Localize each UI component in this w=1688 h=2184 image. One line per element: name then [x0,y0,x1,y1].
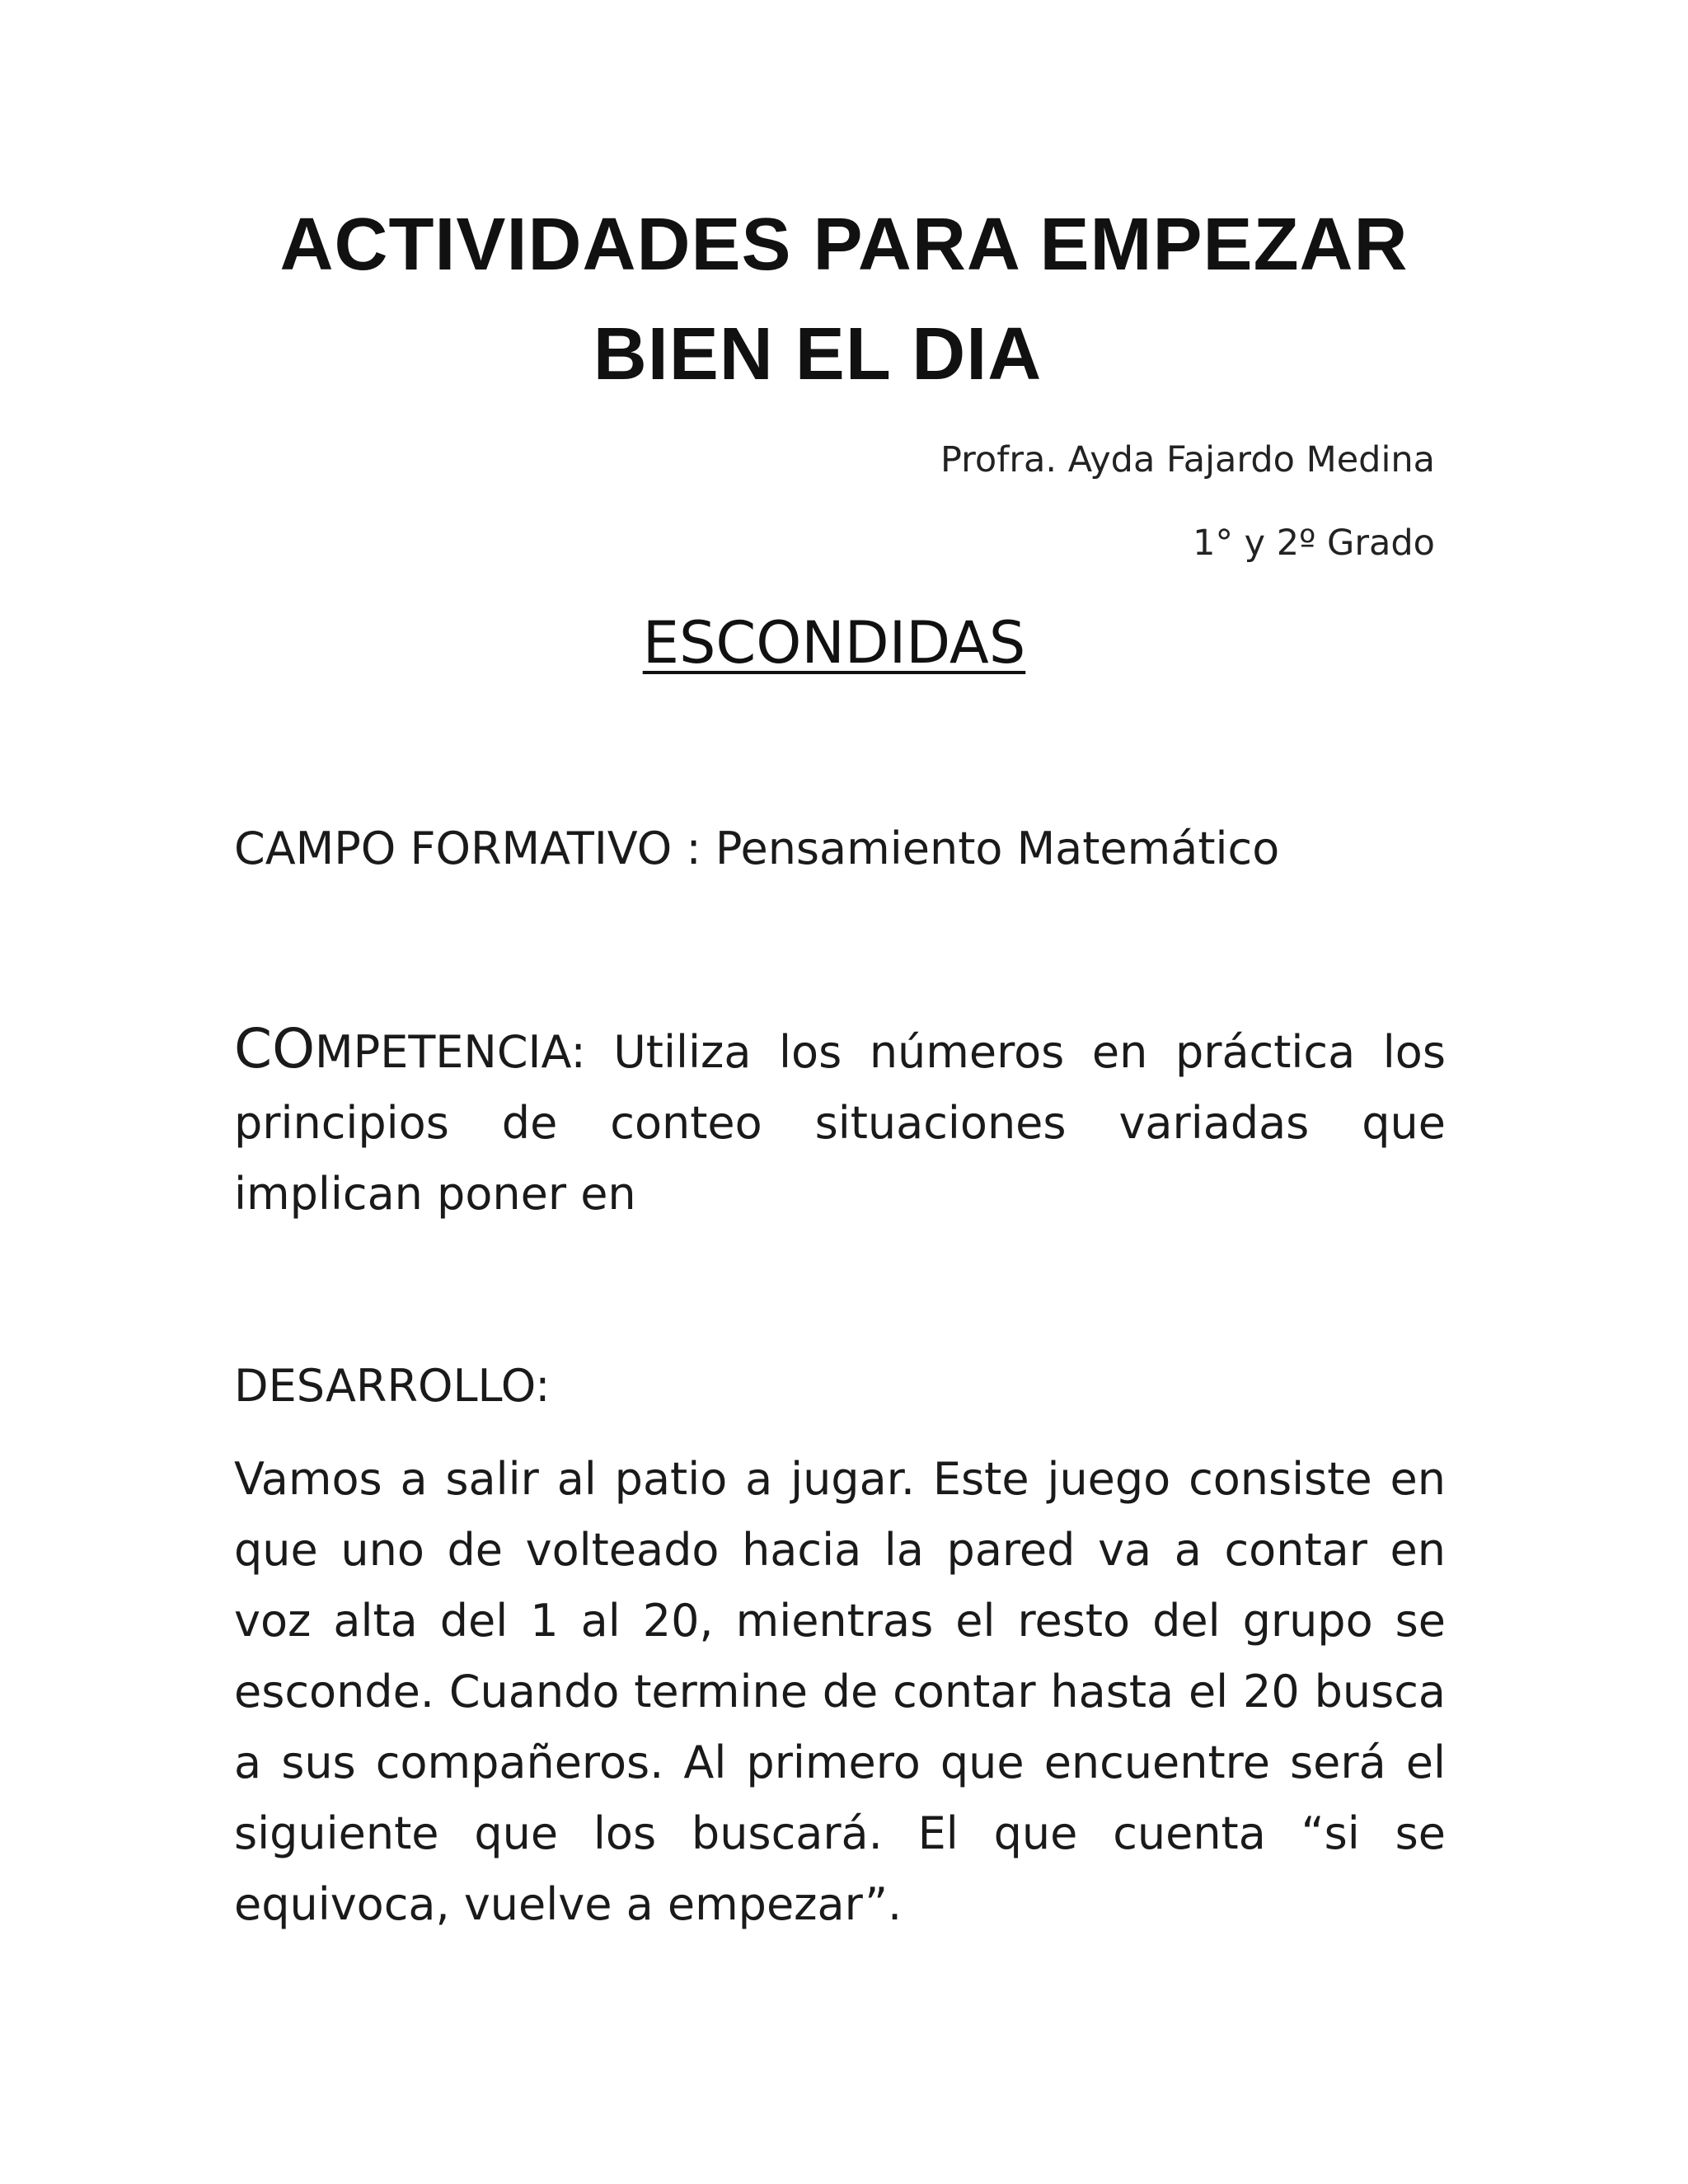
desarrollo-paragraph: Vamos a salir al patio a jugar. Este juego consiste en que uno de volteado hacia la pared va a contar en voz alta del 1 al 20, mientras el resto del grupo se esconde. Cuando termine de contar hasta el 20 busca a sus compañeros. Al primero que encuentre será el siguiente que los buscará. El que cuenta “si se equivoca, vuelve a empezar”. [234,1453,1446,1930]
grade-level: 1° y 2º Grado [1193,523,1435,564]
campo-formativo [234,823,1437,874]
competencia-label: MPETENCIA: [315,1026,614,1078]
competencia-text: Utiliza los números en práctica los principios de conteo situaciones variadas que implican poner en [234,1026,1446,1220]
desarrollo-heading: DESARROLLO: [234,1360,551,1412]
document-title-line-2: BIEN EL DIA [593,313,1043,396]
competencia-paragraph [234,1014,1446,1230]
activity-title [0,609,1668,677]
teacher-name: Profra. Ayda Fajardo Medina [940,439,1435,480]
document-title-line-1: ACTIVIDADES PARA EMPEZAR [279,204,1409,286]
campo-formativo-value: Pensamiento Matemático [715,823,1280,874]
activity-title-text: ESCONDIDAS [642,609,1026,677]
campo-formativo-label: CAMPO FORMATIVO : [234,823,715,874]
competencia-lead-letters: CO [234,1017,316,1080]
